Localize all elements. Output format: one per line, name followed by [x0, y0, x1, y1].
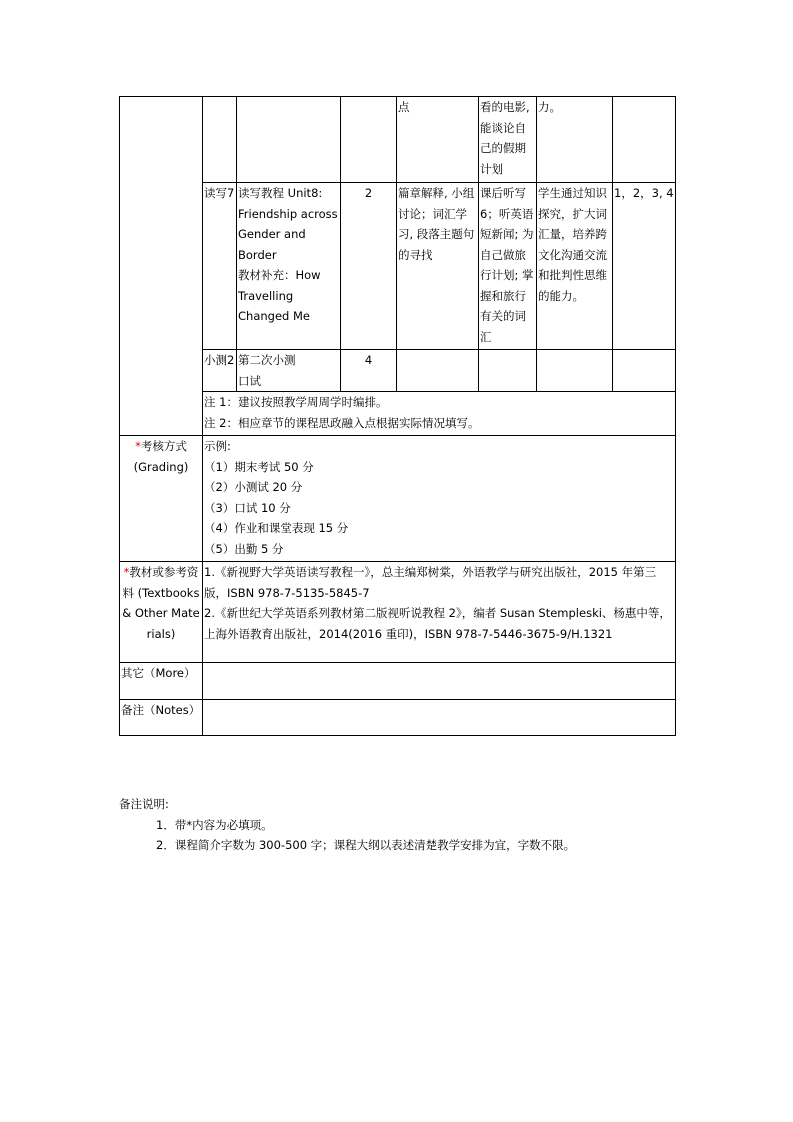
more-label: 其它（More）	[120, 663, 203, 700]
hours-cell: 2	[341, 183, 397, 350]
required-marker: *	[135, 439, 141, 453]
content-cell: 读写教程 Unit8: Friendship across Gender and Border 教材补充：How Travelling Changed Me	[237, 183, 341, 350]
more-row	[120, 663, 676, 700]
remarks-value	[203, 700, 676, 736]
goals-cell: 学生通过知识 探究，扩大词 汇量，培养跨 文化沟通交流 和批判性思维 的能力。	[537, 183, 613, 350]
more-value	[203, 663, 676, 700]
footer-note-item: 2．课程简介字数为 300-500 字；课程大纲以表述清楚教学安排为宜，字数不限。	[156, 838, 576, 852]
schedule-row-quiz-2	[120, 350, 676, 392]
lesson-cell: 小测2	[203, 350, 237, 392]
materials-content: 1.《新视野大学英语读写教程一》，总主编郑树棠，外语教学与研究出版社，2015 年第三版，ISBN 978-7-5135-5845-7 2.《新世纪大学英语系列教材第二版视听说教程 2》，编者 Susan Stempleski、杨惠中等，上海外语教育出版社，2014(2016 重印)，ISBN 978-7-5446-3675-9/H.1321	[203, 562, 676, 663]
homework-cell: 课后听写 6；听英语 短新闻; 为 自己做旅 行计划; 掌 握和旅行 有关的词 汇	[479, 183, 537, 350]
schedule-label-cell	[120, 97, 203, 436]
hours-cell: 4	[341, 350, 397, 392]
schedule-notes-row	[120, 392, 676, 436]
lesson-cell: 读写7	[203, 183, 237, 350]
grading-content: 示例: （1）期末考试 50 分 （2）小测试 20 分 （3）口试 10 分 （4）作业和课堂表现 15 分 （5）出勤 5 分	[203, 436, 676, 562]
remarks-row	[120, 700, 676, 736]
objectives-cell: 1，2，3, 4	[613, 183, 676, 350]
materials-row	[120, 562, 676, 663]
schedule-row-continued	[120, 97, 676, 183]
goals-cell: 力。	[537, 97, 613, 183]
activities-cell: 点	[397, 97, 479, 183]
content-cell: 第二次小测 口试	[237, 350, 341, 392]
schedule-notes-cell: 注 1：建议按照教学周周学时编排。 注 2：相应章节的课程思政融入点根据实际情况填写。	[203, 392, 676, 436]
required-marker: *	[123, 565, 130, 579]
grading-row	[120, 436, 676, 562]
materials-label: *教材或参考资料 (Textbooks & Other Materials)	[120, 562, 203, 663]
activities-cell: 篇章解释, 小组 讨论；词汇学 习, 段落主题句 的寻找	[397, 183, 479, 350]
remarks-label: 备注（Notes）	[120, 700, 203, 736]
grading-label: *考核方式 (Grading)	[120, 436, 203, 562]
footer-notes	[119, 794, 679, 856]
homework-cell: 看的电影, 能谈论自 己的假期 计划	[479, 97, 537, 183]
schedule-row-reading-writing-7	[120, 183, 676, 350]
footer-notes-title: 备注说明:	[119, 797, 169, 811]
syllabus-table	[119, 96, 676, 736]
footer-note-item: 1．带*内容为必填项。	[156, 817, 273, 832]
